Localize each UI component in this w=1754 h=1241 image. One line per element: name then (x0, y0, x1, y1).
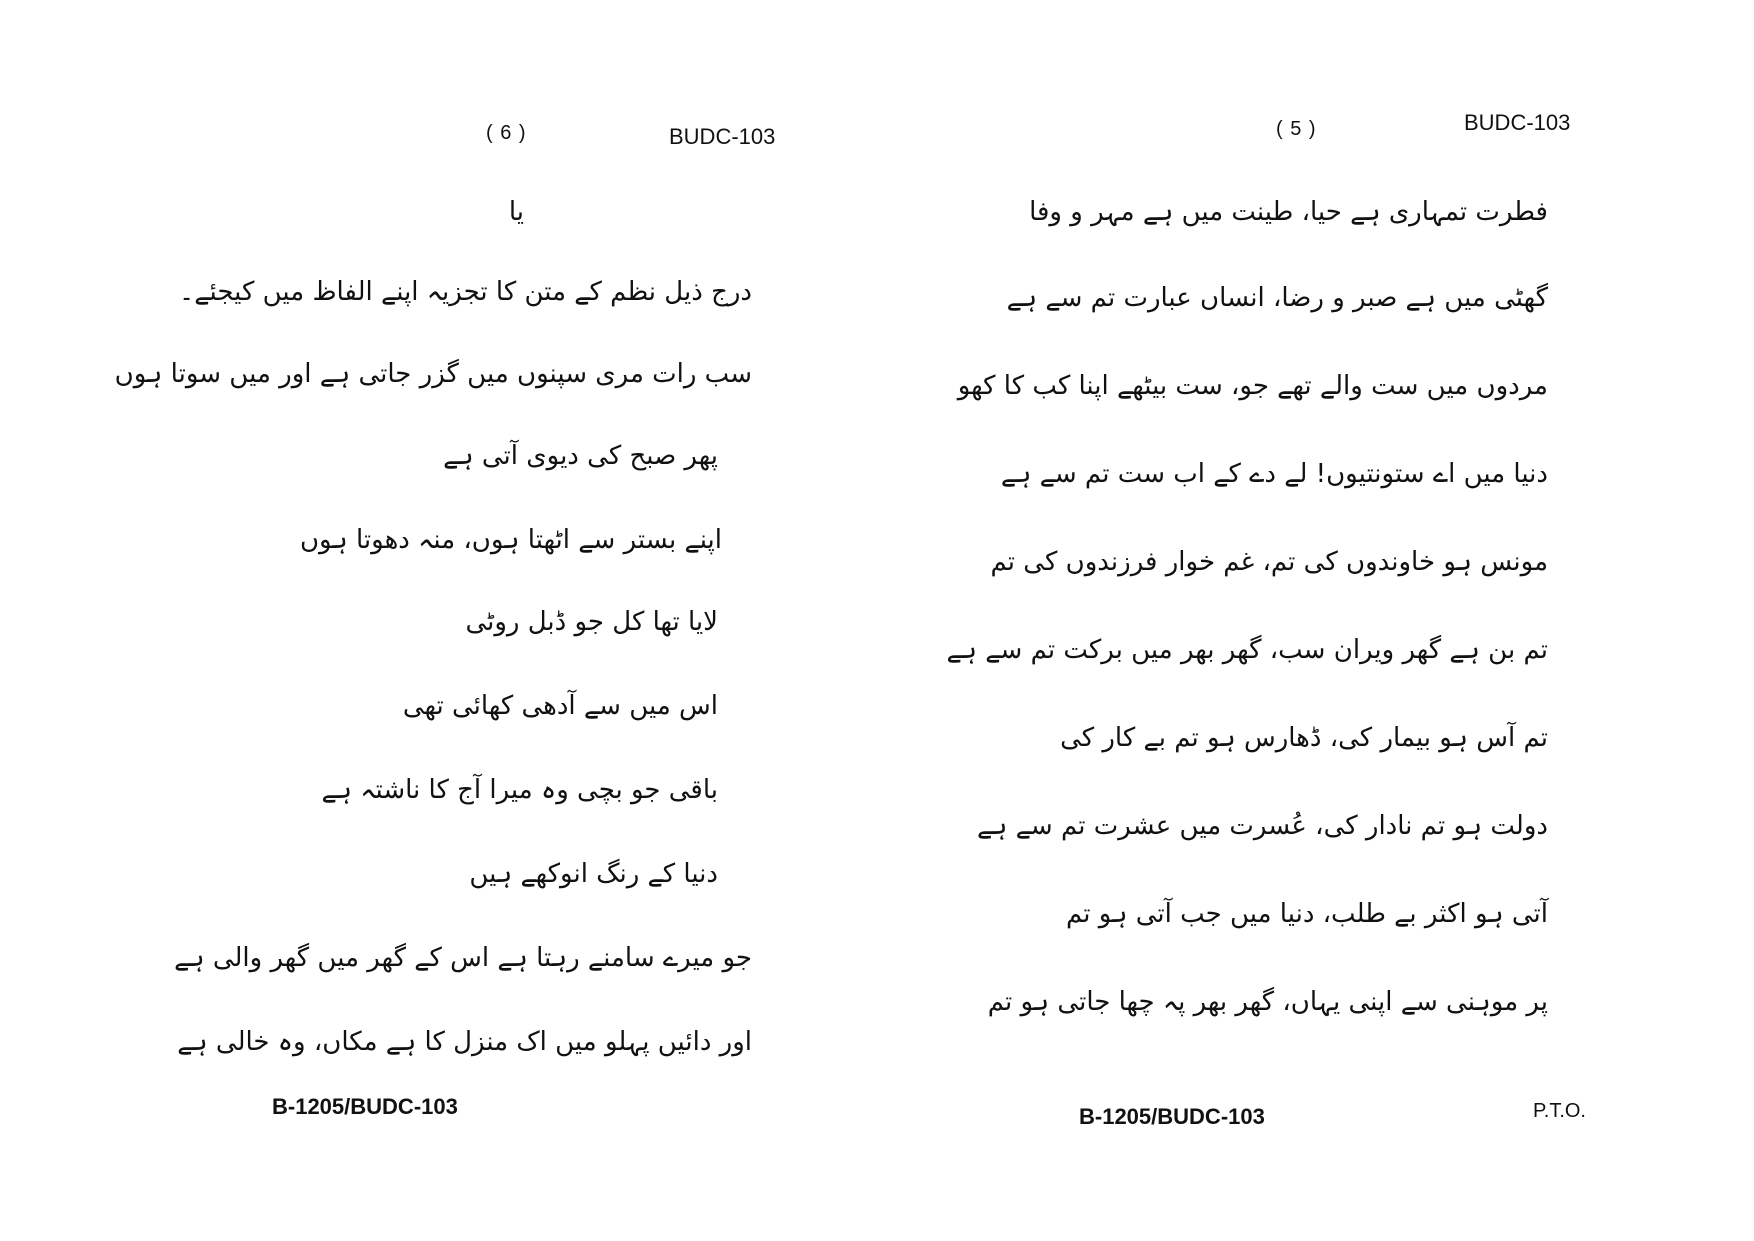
right-poem-line-6: تم بن ہے گھر ویران سب، گھر بھر میں برکت تم سے ہے (946, 635, 1548, 665)
instruction: درج ذیل نظم کے متن کا تجزیہ اپنے الفاظ میں کیجئے۔ (179, 277, 752, 307)
left-poem-line-8: جو میرے سامنے رہتا ہے اس کے گھر میں گھر والی ہے (174, 943, 752, 973)
right-poem-line-5: مونس ہو خاوندوں کی تم، غم خوار فرزندوں کی تم (990, 547, 1548, 577)
right-poem-line-8: دولت ہو تم نادار کی، عُسرت میں عشرت تم سے ہے (976, 811, 1548, 841)
left-poem-line-6: باقی جو بچی وہ میرا آج کا ناشتہ ہے (321, 775, 718, 805)
left-page-number: ( 6 ) (486, 122, 527, 144)
left-poem-line-4: لایا تھا کل جو ڈبل روٹی (465, 607, 718, 637)
right-poem-line-4: دنیا میں اے ستونتیوں! لے دے کے اب ست تم سے ہے (1000, 459, 1548, 489)
right-poem-line-2: گھٹی میں ہے صبر و رضا، انساں عبارت تم سے ہے (1006, 283, 1548, 313)
left-poem-line-5: اس میں سے آدھی کھائی تھی (402, 691, 718, 721)
right-course-code: BUDC-103 (1464, 110, 1571, 135)
pto-label: P.T.O. (1533, 1100, 1586, 1122)
left-course-code: BUDC-103 (669, 124, 776, 149)
right-poem-line-10: پر موہنی سے اپنی یہاں، گھر بھر پہ چھا جاتی ہو تم (987, 987, 1548, 1017)
right-page-number: ( 5 ) (1276, 118, 1317, 140)
right-poem-line-9: آتی ہو اکثر بے طلب، دنیا میں جب آتی ہو تم (1065, 899, 1548, 929)
right-poem-line-1: فطرت تمہاری ہے حیا، طینت میں ہے مہر و وفا (1029, 197, 1548, 227)
left-poem-line-2: پھر صبح کی دیوی آتی ہے (443, 441, 718, 471)
left-footer-code: B-1205/BUDC-103 (272, 1094, 458, 1119)
left-poem-line-7: دنیا کے رنگ انوکھے ہیں (469, 859, 718, 889)
left-poem-line-9: اور دائیں پہلو میں اک منزل کا ہے مکاں، وہ خالی ہے (177, 1027, 752, 1057)
right-footer-code: B-1205/BUDC-103 (1079, 1104, 1265, 1129)
left-poem-line-1: سب رات مری سپنوں میں گزر جاتی ہے اور میں سوتا ہوں (114, 359, 752, 389)
left-poem-line-3: اپنے بستر سے اٹھتا ہوں، منہ دھوتا ہوں (299, 525, 722, 555)
right-poem-line-7: تم آس ہو بیمار کی، ڈھارس ہو تم بے کار کی (1060, 723, 1548, 753)
right-poem-line-3: مردوں میں ست والے تھے جو، ست بیٹھے اپنا کب کا کھو (957, 371, 1548, 401)
or-label: یا (508, 197, 524, 227)
